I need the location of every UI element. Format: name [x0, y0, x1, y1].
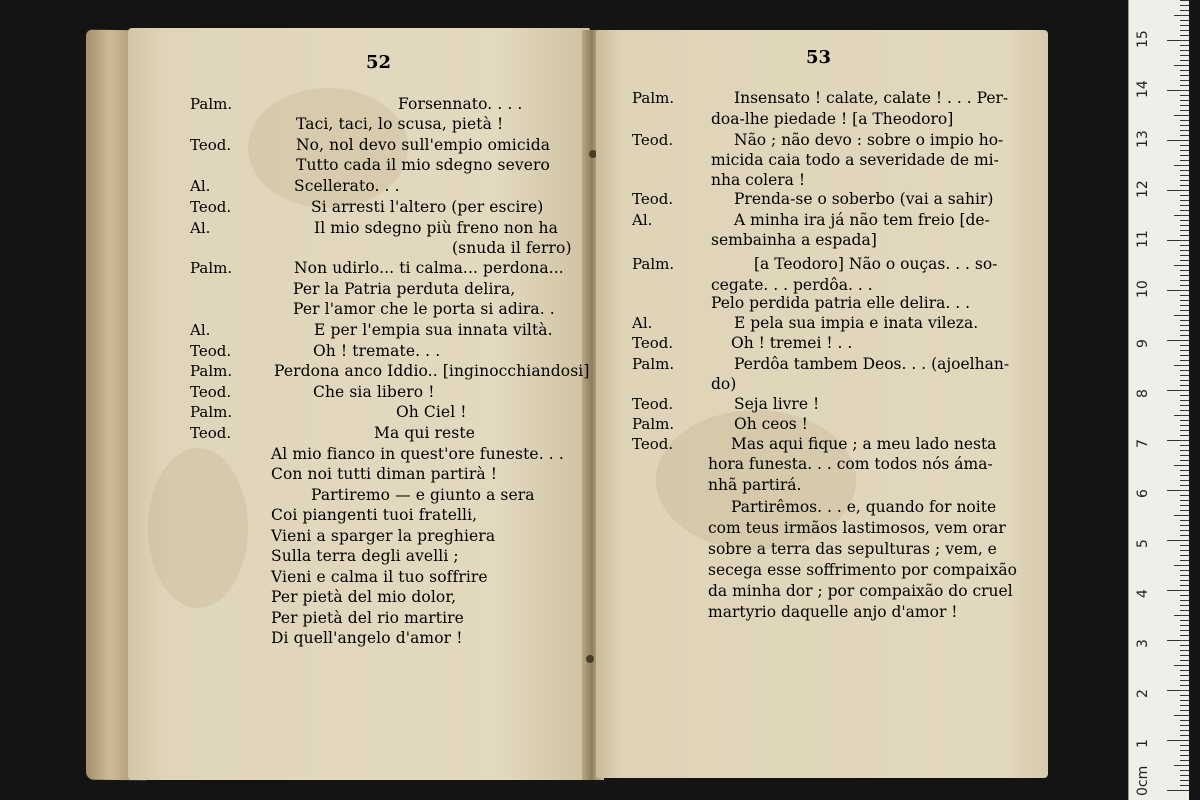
- verse-line: Per l'amor che le porta si adira. .: [293, 300, 555, 318]
- prose-line: doa-lhe piedade ! [a Theodoro]: [711, 110, 954, 128]
- ruler-tick: [1180, 0, 1189, 1]
- ruler-tick: [1180, 560, 1189, 561]
- ruler-label: 10: [1135, 280, 1151, 298]
- prose-line: Prenda-se o soberbo (vai a sahir): [734, 190, 994, 208]
- ruler-tick: [1180, 50, 1189, 51]
- ruler-tick: [1180, 320, 1189, 321]
- ruler-tick: [1180, 105, 1189, 106]
- speaker-label: Teod.: [632, 435, 674, 453]
- ruler-tick: [1180, 370, 1189, 371]
- ruler-tick: [1180, 25, 1189, 26]
- ruler-tick: [1167, 90, 1189, 91]
- ruler-label: 5: [1135, 539, 1151, 548]
- ruler-tick: [1180, 595, 1189, 596]
- ruler-tick: [1180, 5, 1189, 6]
- ruler-label: 1: [1135, 739, 1151, 748]
- ruler-tick: [1180, 630, 1189, 631]
- ruler-tick: [1167, 140, 1189, 141]
- ruler-label: 8: [1135, 389, 1151, 398]
- speaker-label: Al.: [190, 219, 211, 237]
- ruler-label: 3: [1135, 639, 1151, 648]
- ruler-tick: [1180, 445, 1189, 446]
- ruler-tick: [1180, 55, 1189, 56]
- ruler-tick: [1174, 265, 1189, 266]
- ruler-tick: [1180, 405, 1189, 406]
- measurement-ruler: [1128, 0, 1189, 800]
- verse-line: Oh ! tremate. . .: [313, 342, 441, 360]
- verse-line: Ma qui reste: [374, 424, 475, 442]
- ruler-tick: [1180, 305, 1189, 306]
- verse-line: Per la Patria perduta delira,: [293, 280, 516, 298]
- verse-line: Perdona anco Iddio.. [inginocchiandosi]: [274, 362, 590, 380]
- speaker-label: Teod.: [632, 131, 674, 149]
- prose-line: E pela sua impia e inata vileza.: [734, 314, 979, 332]
- ruler-tick: [1167, 640, 1189, 641]
- ruler-tick: [1180, 155, 1189, 156]
- verse-line: Al mio fianco in quest'ore funeste. . .: [271, 445, 564, 463]
- prose-line: com teus irmãos lastimosos, vem orar: [708, 519, 1006, 537]
- ruler-tick: [1167, 790, 1189, 791]
- ruler-tick: [1180, 100, 1189, 101]
- prose-line: micida caia todo a severidade de mi-: [711, 151, 999, 169]
- ruler-tick: [1180, 510, 1189, 511]
- speaker-label: Teod.: [190, 383, 232, 401]
- ruler-tick: [1180, 210, 1189, 211]
- verse-line: Vieni e calma il tuo soffrire: [271, 568, 488, 586]
- ruler-tick: [1180, 695, 1189, 696]
- ruler-tick: [1180, 175, 1189, 176]
- ruler-tick: [1167, 390, 1189, 391]
- verse-line: Oh Ciel !: [396, 403, 467, 421]
- speaker-label: Teod.: [190, 136, 232, 154]
- ruler-tick: [1180, 635, 1189, 636]
- prose-line: Pelo perdida patria elle delira. . .: [711, 294, 971, 312]
- verse-line: Partiremo — e giunto a sera: [311, 486, 535, 504]
- ruler-tick: [1180, 535, 1189, 536]
- ruler-tick: [1180, 745, 1189, 746]
- speaker-label: Palm.: [190, 259, 233, 277]
- verse-line: Tutto cada il mio sdegno severo: [296, 156, 550, 174]
- ruler-label: 14: [1135, 80, 1151, 98]
- ruler-tick: [1180, 330, 1189, 331]
- ruler-tick: [1180, 395, 1189, 396]
- ruler-tick: [1180, 450, 1189, 451]
- ruler-label: 11: [1135, 230, 1151, 248]
- ruler-tick: [1180, 700, 1189, 701]
- ruler-tick: [1180, 145, 1189, 146]
- ruler-tick: [1180, 675, 1189, 676]
- ruler-label: 15: [1135, 30, 1151, 48]
- ruler-tick: [1180, 580, 1189, 581]
- ruler-tick: [1180, 710, 1189, 711]
- verse-line: Coi piangenti tuoi fratelli,: [271, 506, 478, 524]
- speaker-label: Al.: [632, 314, 653, 332]
- ruler-tick: [1180, 555, 1189, 556]
- ruler-tick: [1174, 715, 1189, 716]
- verse-line: Forsennato. . . .: [398, 95, 523, 113]
- ruler-tick: [1167, 590, 1189, 591]
- ruler-tick: [1180, 545, 1189, 546]
- ruler-tick: [1180, 125, 1189, 126]
- ruler-tick: [1180, 480, 1189, 481]
- ruler-tick: [1180, 80, 1189, 81]
- ruler-tick: [1180, 625, 1189, 626]
- ruler-tick: [1174, 315, 1189, 316]
- ruler-tick: [1180, 470, 1189, 471]
- ruler-tick: [1180, 650, 1189, 651]
- ruler-tick: [1180, 75, 1189, 76]
- ruler-tick: [1180, 110, 1189, 111]
- ruler-tick: [1180, 160, 1189, 161]
- verse-line: E per l'empia sua innata viltà.: [314, 321, 553, 339]
- ruler-tick: [1180, 435, 1189, 436]
- ruler-tick: [1180, 130, 1189, 131]
- ruler-tick: [1180, 530, 1189, 531]
- ruler-label: 9: [1135, 339, 1151, 348]
- prose-line: Seja livre !: [734, 395, 820, 413]
- speaker-label: Al.: [632, 211, 653, 229]
- prose-line: sobre a terra das sepulturas ; vem, e: [708, 540, 997, 558]
- ruler-tick: [1180, 205, 1189, 206]
- prose-line: secega esse soffrimento por compaixão: [708, 561, 1017, 579]
- ruler-tick: [1180, 460, 1189, 461]
- ruler-tick: [1180, 680, 1189, 681]
- ruler-tick: [1180, 475, 1189, 476]
- ruler-tick: [1174, 465, 1189, 466]
- ruler-tick: [1174, 615, 1189, 616]
- ruler-tick: [1174, 765, 1189, 766]
- ruler-tick: [1167, 40, 1189, 41]
- ruler-tick: [1174, 65, 1189, 66]
- speaker-label: Palm.: [632, 415, 675, 433]
- ruler-tick: [1174, 115, 1189, 116]
- ruler-label: 12: [1135, 180, 1151, 198]
- paper-stain: [148, 448, 248, 608]
- speaker-label: Teod.: [632, 334, 674, 352]
- ruler-tick: [1180, 45, 1189, 46]
- ruler-tick: [1180, 575, 1189, 576]
- ruler-tick: [1174, 215, 1189, 216]
- ruler-tick: [1180, 735, 1189, 736]
- ruler-tick: [1180, 345, 1189, 346]
- ruler-tick: [1180, 120, 1189, 121]
- ruler-tick: [1180, 500, 1189, 501]
- ruler-tick: [1167, 740, 1189, 741]
- verse-line: Di quell'angelo d'amor !: [271, 629, 463, 647]
- ruler-tick: [1180, 355, 1189, 356]
- prose-line: sembainha a espada]: [711, 231, 877, 249]
- ruler-tick: [1180, 10, 1189, 11]
- ruler-tick: [1180, 350, 1189, 351]
- ruler-tick: [1167, 290, 1189, 291]
- ruler-tick: [1180, 285, 1189, 286]
- ruler-tick: [1180, 755, 1189, 756]
- ruler-tick: [1180, 770, 1189, 771]
- ruler-tick: [1167, 190, 1189, 191]
- ruler-label: 6: [1135, 489, 1151, 498]
- ruler-tick: [1180, 525, 1189, 526]
- speaker-label: Palm.: [190, 403, 233, 421]
- ruler-tick: [1180, 585, 1189, 586]
- ruler-tick: [1180, 180, 1189, 181]
- ruler-tick: [1180, 400, 1189, 401]
- ruler-tick: [1180, 170, 1189, 171]
- ruler-tick: [1174, 165, 1189, 166]
- ruler-tick: [1180, 645, 1189, 646]
- binding-hole: [586, 655, 594, 663]
- verse-line: Con noi tutti diman partirà !: [271, 465, 498, 483]
- ruler-tick: [1180, 85, 1189, 86]
- ruler-tick: [1180, 255, 1189, 256]
- ruler-tick: [1167, 490, 1189, 491]
- ruler-tick: [1180, 200, 1189, 201]
- ruler-tick: [1180, 95, 1189, 96]
- ruler-tick: [1180, 610, 1189, 611]
- ruler-tick: [1180, 195, 1189, 196]
- ruler-tick: [1180, 35, 1189, 36]
- ruler-tick: [1180, 750, 1189, 751]
- ruler-tick: [1174, 415, 1189, 416]
- ruler-tick: [1180, 310, 1189, 311]
- ruler-tick: [1180, 780, 1189, 781]
- ruler-tick: [1174, 565, 1189, 566]
- ruler-tick: [1180, 60, 1189, 61]
- verse-line: Scellerato. . .: [294, 177, 400, 195]
- speaker-label: Teod.: [632, 395, 674, 413]
- prose-line: Não ; não devo : sobre o impio ho-: [734, 131, 1004, 149]
- ruler-tick: [1180, 20, 1189, 21]
- ruler-tick: [1180, 185, 1189, 186]
- prose-line: nha colera !: [711, 171, 806, 189]
- ruler-tick: [1180, 705, 1189, 706]
- ruler-tick: [1180, 135, 1189, 136]
- ruler-tick: [1180, 235, 1189, 236]
- page-number-left: 52: [366, 52, 392, 73]
- prose-line: Oh ! tremei ! . .: [731, 334, 853, 352]
- ruler-tick: [1180, 660, 1189, 661]
- ruler-tick: [1180, 225, 1189, 226]
- ruler-tick: [1180, 725, 1189, 726]
- ruler-label: 13: [1135, 130, 1151, 148]
- ruler-tick: [1180, 360, 1189, 361]
- verse-line: Si arresti l'altero (per escire): [311, 198, 544, 216]
- ruler-tick: [1180, 455, 1189, 456]
- ruler-tick: [1167, 340, 1189, 341]
- ruler-tick: [1180, 335, 1189, 336]
- ruler-tick: [1180, 70, 1189, 71]
- verse-line: Vieni a sparger la preghiera: [271, 527, 496, 545]
- prose-line: martyrio daquelle anjo d'amor !: [708, 603, 958, 621]
- ruler-tick: [1180, 785, 1189, 786]
- ruler-tick: [1180, 150, 1189, 151]
- speaker-label: Palm.: [632, 89, 675, 107]
- verse-line: Non udirlo... ti calma... perdona...: [294, 259, 564, 277]
- ruler-tick: [1180, 380, 1189, 381]
- prose-line: da minha dor ; por compaixão do cruel: [708, 582, 1013, 600]
- prose-line: Oh ceos !: [734, 415, 808, 433]
- speaker-label: Palm.: [632, 255, 675, 273]
- verse-line: Sulla terra degli avelli ;: [271, 547, 459, 565]
- ruler-tick: [1180, 220, 1189, 221]
- prose-line: Mas aqui fique ; a meu lado nesta: [731, 435, 997, 453]
- prose-line: Insensato ! calate, calate ! . . . Per-: [734, 89, 1009, 107]
- prose-line: [a Teodoro] Não o ouças. . . so-: [754, 255, 998, 273]
- verse-line: No, nol devo sull'empio omicida: [296, 136, 551, 154]
- ruler-tick: [1167, 540, 1189, 541]
- ruler-tick: [1180, 760, 1189, 761]
- prose-line: hora funesta. . . com todos nós áma-: [708, 455, 993, 473]
- ruler-tick: [1180, 600, 1189, 601]
- speaker-label: Al.: [190, 321, 211, 339]
- ruler-tick: [1180, 245, 1189, 246]
- ruler-label: 2: [1135, 689, 1151, 698]
- ruler-label: 0cm: [1135, 765, 1151, 796]
- ruler-tick: [1180, 375, 1189, 376]
- ruler-tick: [1180, 775, 1189, 776]
- ruler-tick: [1180, 570, 1189, 571]
- speaker-label: Teod.: [190, 342, 232, 360]
- ruler-label: 7: [1135, 439, 1151, 448]
- ruler-tick: [1180, 425, 1189, 426]
- ruler-tick: [1180, 550, 1189, 551]
- verse-line: Che sia libero !: [313, 383, 435, 401]
- prose-line: Partirêmos. . . e, quando for noite: [731, 498, 997, 516]
- prose-line: cegate. . . perdôa. . .: [711, 276, 873, 294]
- ruler-tick: [1180, 495, 1189, 496]
- ruler-tick: [1180, 325, 1189, 326]
- speaker-label: Teod.: [190, 198, 232, 216]
- prose-line: do): [711, 375, 737, 393]
- ruler-tick: [1167, 690, 1189, 691]
- ruler-tick: [1174, 15, 1189, 16]
- verse-line: Il mio sdegno più freno non ha: [314, 219, 558, 237]
- speaker-label: Palm.: [190, 95, 233, 113]
- ruler-tick: [1174, 365, 1189, 366]
- ruler-tick: [1180, 505, 1189, 506]
- ruler-tick: [1180, 230, 1189, 231]
- speaker-label: Al.: [190, 177, 211, 195]
- verse-line: Per pietà del mio dolor,: [271, 588, 457, 606]
- ruler-tick: [1180, 485, 1189, 486]
- ruler-tick: [1167, 440, 1189, 441]
- ruler-tick: [1167, 240, 1189, 241]
- ruler-tick: [1180, 720, 1189, 721]
- ruler-tick: [1180, 670, 1189, 671]
- ruler-tick: [1180, 295, 1189, 296]
- ruler-tick: [1180, 520, 1189, 521]
- ruler-tick: [1180, 250, 1189, 251]
- ruler-tick: [1180, 300, 1189, 301]
- ruler-tick: [1174, 515, 1189, 516]
- ruler-tick: [1180, 260, 1189, 261]
- ruler-tick: [1180, 605, 1189, 606]
- ruler-tick: [1180, 410, 1189, 411]
- ruler-tick: [1180, 275, 1189, 276]
- ruler-tick: [1180, 30, 1189, 31]
- ruler-tick: [1180, 655, 1189, 656]
- ruler-tick: [1180, 385, 1189, 386]
- speaker-label: Teod.: [632, 190, 674, 208]
- ruler-tick: [1174, 665, 1189, 666]
- ruler-tick: [1180, 270, 1189, 271]
- prose-line: Perdôa tambem Deos. . . (ajoelhan-: [734, 355, 1010, 373]
- prose-line: nhã partirá.: [708, 476, 802, 494]
- prose-line: A minha ira já não tem freio [de-: [734, 211, 990, 229]
- verse-line: Taci, taci, lo scusa, pietà !: [296, 115, 504, 133]
- ruler-tick: [1180, 685, 1189, 686]
- ruler-tick: [1180, 420, 1189, 421]
- speaker-label: Palm.: [190, 362, 233, 380]
- ruler-label: 4: [1135, 589, 1151, 598]
- verse-line: (snuda il ferro): [452, 239, 572, 257]
- verse-line: Per pietà del rio martire: [271, 609, 464, 627]
- ruler-tick: [1180, 280, 1189, 281]
- ruler-tick: [1180, 430, 1189, 431]
- page-number-right: 53: [806, 47, 832, 68]
- ruler-tick: [1180, 620, 1189, 621]
- speaker-label: Teod.: [190, 424, 232, 442]
- speaker-label: Palm.: [632, 355, 675, 373]
- ruler-tick: [1180, 730, 1189, 731]
